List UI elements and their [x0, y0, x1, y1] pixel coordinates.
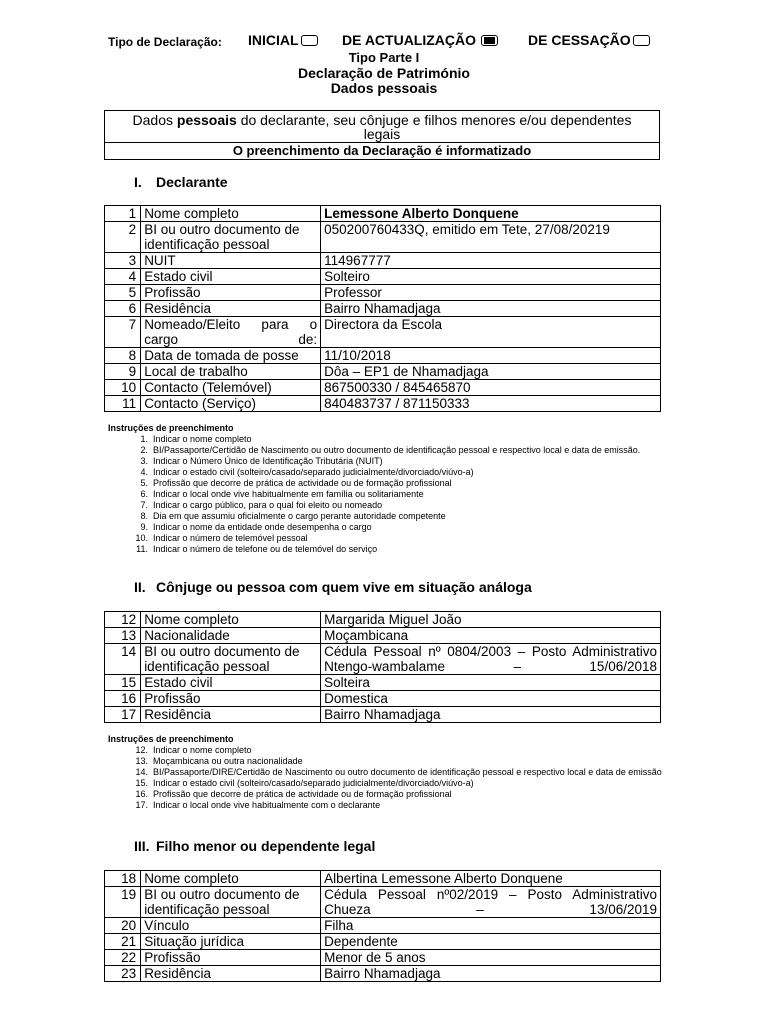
section-title: Cônjuge ou pessoa com quem vive em situação análoga [156, 579, 532, 595]
row-label: BI ou outro documento de identificação pessoal [141, 644, 321, 675]
row-value: Domestica [321, 691, 661, 707]
row-number: 17 [105, 707, 141, 723]
info-box-line1-pre: Dados [132, 112, 177, 128]
section-conjuge-heading [134, 579, 532, 595]
item-text: Indicar o número de telemóvel pessoal [153, 533, 308, 543]
row-number: 10 [105, 380, 141, 396]
row-label: Data de tomada de posse [141, 348, 321, 364]
option-cessacao-label: DE CESSAÇÃO [528, 32, 631, 48]
item-text: Indicar o nome completo [153, 745, 252, 755]
row-number: 9 [105, 364, 141, 380]
page-title: Declaração de Património [298, 65, 470, 81]
item-number: 3. [140, 456, 148, 466]
table-row [105, 934, 661, 950]
row-label: Contacto (Telemóvel) [141, 380, 321, 396]
table-row [105, 950, 661, 966]
row-number: 5 [105, 285, 141, 301]
option-inicial[interactable] [248, 32, 318, 48]
section-number: II. [134, 579, 146, 595]
row-number: 13 [105, 628, 141, 644]
row-label: Local de trabalho [141, 364, 321, 380]
section-declarante-heading [134, 174, 228, 190]
row-value: Solteiro [321, 269, 661, 285]
row-label: Nome completo [141, 612, 321, 628]
row-number: 11 [105, 396, 141, 412]
checkbox-inicial[interactable] [301, 35, 318, 46]
row-number: 6 [105, 301, 141, 317]
list-item [108, 522, 668, 533]
list-item [108, 778, 668, 789]
item-number: 13. [135, 756, 148, 766]
row-number: 1 [105, 206, 141, 222]
item-text: BI/Passaporte/Certidão de Nascimento ou outro documento de identificação pessoal e respectivo local e data de emissão. [153, 445, 641, 455]
row-value: Cédula Pessoal nº02/2019 – Posto Administrativo Chueza – 13/06/2019 [321, 887, 661, 918]
table-row [105, 871, 661, 887]
table-row [105, 348, 661, 364]
item-number: 10. [135, 533, 148, 543]
table-row [105, 364, 661, 380]
row-number: 2 [105, 222, 141, 253]
table-row [105, 269, 661, 285]
list-item [108, 756, 668, 767]
item-number: 16. [135, 789, 148, 799]
row-value: Directora da Escola [321, 317, 661, 348]
item-text: Indicar o Número Único de Identificação Tributária (NUIT) [153, 456, 383, 466]
row-number: 19 [105, 887, 141, 918]
instructions-title: Instruções de preenchimento [108, 423, 234, 433]
item-text: Dia em que assumiu oficialmente o cargo perante autoridade competente [153, 511, 446, 521]
row-value: 867500330 / 845465870 [321, 380, 661, 396]
list-item [108, 434, 668, 445]
row-number: 7 [105, 317, 141, 348]
row-value: Margarida Miguel João [321, 612, 661, 628]
row-value: Moçambicana [321, 628, 661, 644]
list-item [108, 489, 668, 500]
row-number: 18 [105, 871, 141, 887]
option-cessacao[interactable] [528, 32, 650, 48]
item-text: Moçambicana ou outra nacionalidade [153, 756, 303, 766]
list-item [108, 467, 668, 478]
section-number: I. [134, 174, 142, 190]
filho-table [104, 870, 661, 982]
row-value: Cédula Pessoal nº 0804/2003 – Posto Administrativo Ntengo-wambalame – 15/06/2018 [321, 644, 661, 675]
table-row [105, 691, 661, 707]
instructions-declarante [108, 423, 668, 555]
table-row [105, 887, 661, 918]
item-text: Indicar o local onde vive habitualmente com o declarante [153, 800, 381, 810]
row-value: Bairro Nhamadjaga [321, 966, 661, 982]
item-text: Indicar o nome da entidade onde desempenha o cargo [153, 522, 372, 532]
table-row [105, 317, 661, 348]
list-item [108, 533, 668, 544]
info-box-line1-bold: pessoais [176, 112, 237, 128]
row-label: Nome completo [141, 871, 321, 887]
option-actualizacao[interactable] [342, 32, 498, 48]
row-number: 8 [105, 348, 141, 364]
item-number: 14. [135, 767, 148, 777]
info-box-line1-post: do declarante, seu cônjuge e filhos menores e/ou dependentes legais [236, 112, 632, 142]
item-text: BI/Passaporte/DIRE/Certidão de Nascimento ou outro documento de identificação pessoal e respectivo local e data de emissão [153, 767, 662, 777]
item-number: 8. [140, 511, 148, 521]
option-actualizacao-label: DE ACTUALIZAÇÃO [342, 32, 477, 48]
item-number: 9. [140, 522, 148, 532]
row-number: 16 [105, 691, 141, 707]
row-label: Nome completo [141, 206, 321, 222]
item-text: Indicar o cargo público, para o qual foi eleito ou nomeado [153, 500, 383, 510]
table-row [105, 206, 661, 222]
list-item [108, 800, 668, 811]
item-number: 11. [136, 544, 148, 554]
row-value: Bairro Nhamadjaga [321, 301, 661, 317]
section-title: Declarante [156, 174, 228, 190]
item-number: 4. [140, 467, 148, 477]
row-label: Estado civil [141, 269, 321, 285]
table-row [105, 644, 661, 675]
item-text: Profissão que decorre de prática de actividade ou de formação profissional [153, 478, 452, 488]
list-item [108, 511, 668, 522]
table-row [105, 380, 661, 396]
row-label: Estado civil [141, 675, 321, 691]
row-label: BI ou outro documento de identificação pessoal [141, 222, 321, 253]
row-number: 4 [105, 269, 141, 285]
row-value: Dôa – EP1 de Nhamadjaga [321, 364, 661, 380]
item-number: 6. [140, 489, 148, 499]
item-text: Indicar o estado civil (solteiro/casado/separado judicialmente/divorciado/viúvo-a) [153, 778, 474, 788]
row-value: Filha [321, 918, 661, 934]
row-label: Situação jurídica [141, 934, 321, 950]
row-value: 114967777 [321, 253, 661, 269]
table-row [105, 396, 661, 412]
table-row [105, 918, 661, 934]
table-row [105, 612, 661, 628]
list-item [108, 745, 668, 756]
list-item [108, 478, 668, 489]
table-row [105, 707, 661, 723]
row-label: Contacto (Serviço) [141, 396, 321, 412]
row-number: 15 [105, 675, 141, 691]
row-label: Residência [141, 707, 321, 723]
row-number: 20 [105, 918, 141, 934]
table-row [105, 285, 661, 301]
option-inicial-label: INICIAL [248, 32, 299, 48]
item-text: Indicar o estado civil (solteiro/casado/separado judicialmente/divorciado/viúvo-a) [153, 467, 474, 477]
info-box [104, 110, 660, 160]
info-box-line2: O preenchimento da Declaração é informatizado [232, 143, 532, 158]
row-value: 050200760433Q, emitido em Tete, 27/08/20219 [321, 222, 661, 253]
table-row [105, 253, 661, 269]
row-number: 22 [105, 950, 141, 966]
row-value: Professor [321, 285, 661, 301]
item-text: Indicar o nome completo [153, 434, 252, 444]
section-number: III. [134, 838, 150, 854]
checkbox-actualizacao[interactable] [481, 35, 498, 46]
row-number: 23 [105, 966, 141, 982]
row-value: Menor de 5 anos [321, 950, 661, 966]
list-item [108, 445, 668, 456]
item-text: Indicar o local onde vive habitualmente em família ou solitariamente [153, 489, 424, 499]
checkbox-cessacao[interactable] [633, 35, 650, 46]
page-subtitle: Dados pessoais [330, 80, 438, 96]
list-item [108, 544, 668, 555]
table-row [105, 628, 661, 644]
row-label: Profissão [141, 691, 321, 707]
table-row [105, 222, 661, 253]
item-number: 15. [135, 778, 148, 788]
row-label: Nomeado/Eleito para o cargo de: [141, 317, 321, 348]
list-item [108, 456, 668, 467]
item-number: 1. [140, 434, 148, 444]
row-value: Lemessone Alberto Donquene [321, 206, 661, 222]
row-value: 840483737 / 871150333 [321, 396, 661, 412]
conjuge-table [104, 611, 661, 723]
declarante-table [104, 205, 661, 412]
row-value: Bairro Nhamadjaga [321, 707, 661, 723]
row-number: 12 [105, 612, 141, 628]
row-value: Albertina Lemessone Alberto Donquene [321, 871, 661, 887]
item-number: 17. [135, 800, 148, 810]
section-title: Filho menor ou dependente legal [156, 838, 376, 854]
row-label: Nacionalidade [141, 628, 321, 644]
item-text: Profissão que decorre de prática de actividade ou de formação profissional [153, 789, 452, 799]
section-filho-heading [134, 838, 375, 854]
table-row [105, 301, 661, 317]
table-row [105, 675, 661, 691]
declaration-type-row [0, 30, 768, 52]
item-number: 7. [140, 500, 148, 510]
row-label: Profissão [141, 950, 321, 966]
declaration-type-label: Tipo de Declaração: [108, 35, 222, 49]
row-label: NUIT [141, 253, 321, 269]
list-item [108, 500, 668, 511]
row-label: BI ou outro documento de identificação pessoal [141, 887, 321, 918]
item-text: Indicar o número de telefone ou de telemóvel do serviço [153, 544, 378, 554]
table-row [105, 966, 661, 982]
row-value: 11/10/2018 [321, 348, 661, 364]
info-box-line1 [105, 111, 659, 143]
row-number: 21 [105, 934, 141, 950]
item-number: 5. [140, 478, 148, 488]
item-number: 2. [140, 445, 148, 455]
instructions-title: Instruções de preenchimento [108, 734, 234, 744]
item-number: 12. [135, 745, 148, 755]
tipo-parte: Tipo Parte I [348, 50, 420, 65]
list-item [108, 789, 668, 800]
row-label: Vínculo [141, 918, 321, 934]
row-label: Residência [141, 301, 321, 317]
row-number: 14 [105, 644, 141, 675]
row-value: Solteira [321, 675, 661, 691]
row-number: 3 [105, 253, 141, 269]
row-label: Residência [141, 966, 321, 982]
row-value: Dependente [321, 934, 661, 950]
list-item [108, 767, 668, 778]
instructions-conjuge [108, 734, 668, 811]
row-label: Profissão [141, 285, 321, 301]
